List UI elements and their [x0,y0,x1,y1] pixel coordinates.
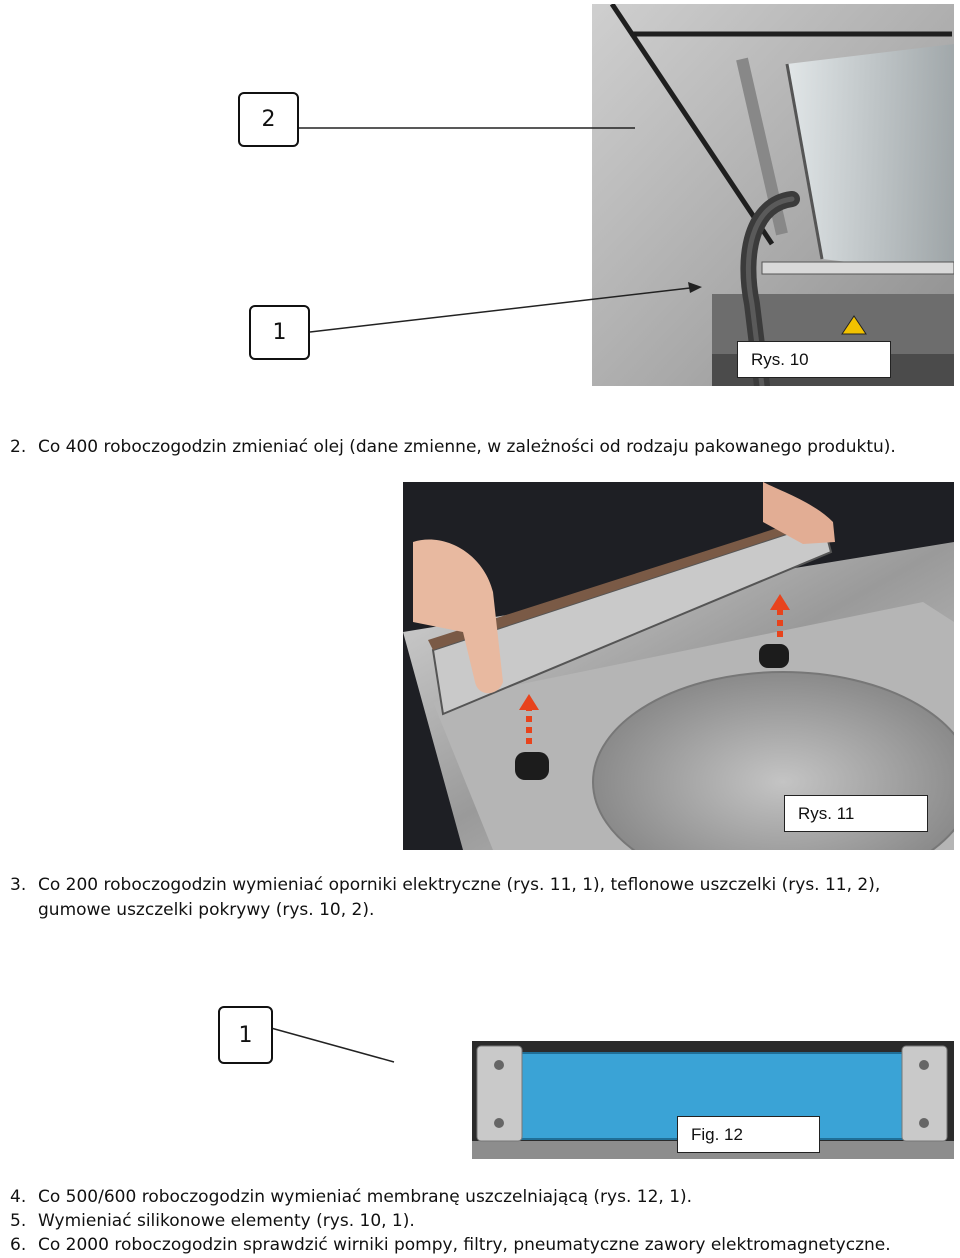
item-6-text: Co 2000 roboczogodzin sprawdzić wirniki pompy, filtry, pneumatyczne zawory elektromagnetyczne. [38,1235,891,1255]
item-3-line-1: Co 200 roboczogodzin wymieniać oporniki elektryczne (rys. 11, 1), teflonowe uszczelki (rys. 11, 2), [38,875,881,895]
callout-1-fig12: 1 [218,1006,273,1064]
item-6-number: 6. [10,1235,27,1255]
item-5-text: Wymieniać silikonowe elementy (rys. 10, 1). [38,1211,415,1231]
figure-12-caption: Fig. 12 [677,1116,820,1153]
callout-2: 2 [238,92,299,147]
item-2 [10,435,896,460]
item-5-number: 5. [10,1211,27,1231]
item-3-number: 3. [10,875,27,895]
item-5 [10,1209,415,1234]
item-4-number: 4. [10,1187,27,1207]
item-6 [10,1233,891,1258]
item-2-number: 2. [10,437,27,457]
item-4-text: Co 500/600 roboczogodzin wymieniać membranę uszczelniającą (rys. 12, 1). [38,1187,693,1207]
figure-12-leader-line [260,1020,410,1070]
item-2-text: Co 400 roboczogodzin zmieniać olej (dane zmienne, w zależności od rodzaju pakowanego produktu). [38,437,896,457]
figure-11-caption: Rys. 11 [784,795,928,832]
item-3-line-2: gumowe uszczelki pokrywy (rys. 10, 2). [38,900,375,920]
figure-10-leader-lines [0,0,960,400]
figure-10-caption: Rys. 10 [737,341,891,378]
item-3 [10,873,880,923]
item-4 [10,1185,692,1210]
callout-1: 1 [249,305,310,360]
